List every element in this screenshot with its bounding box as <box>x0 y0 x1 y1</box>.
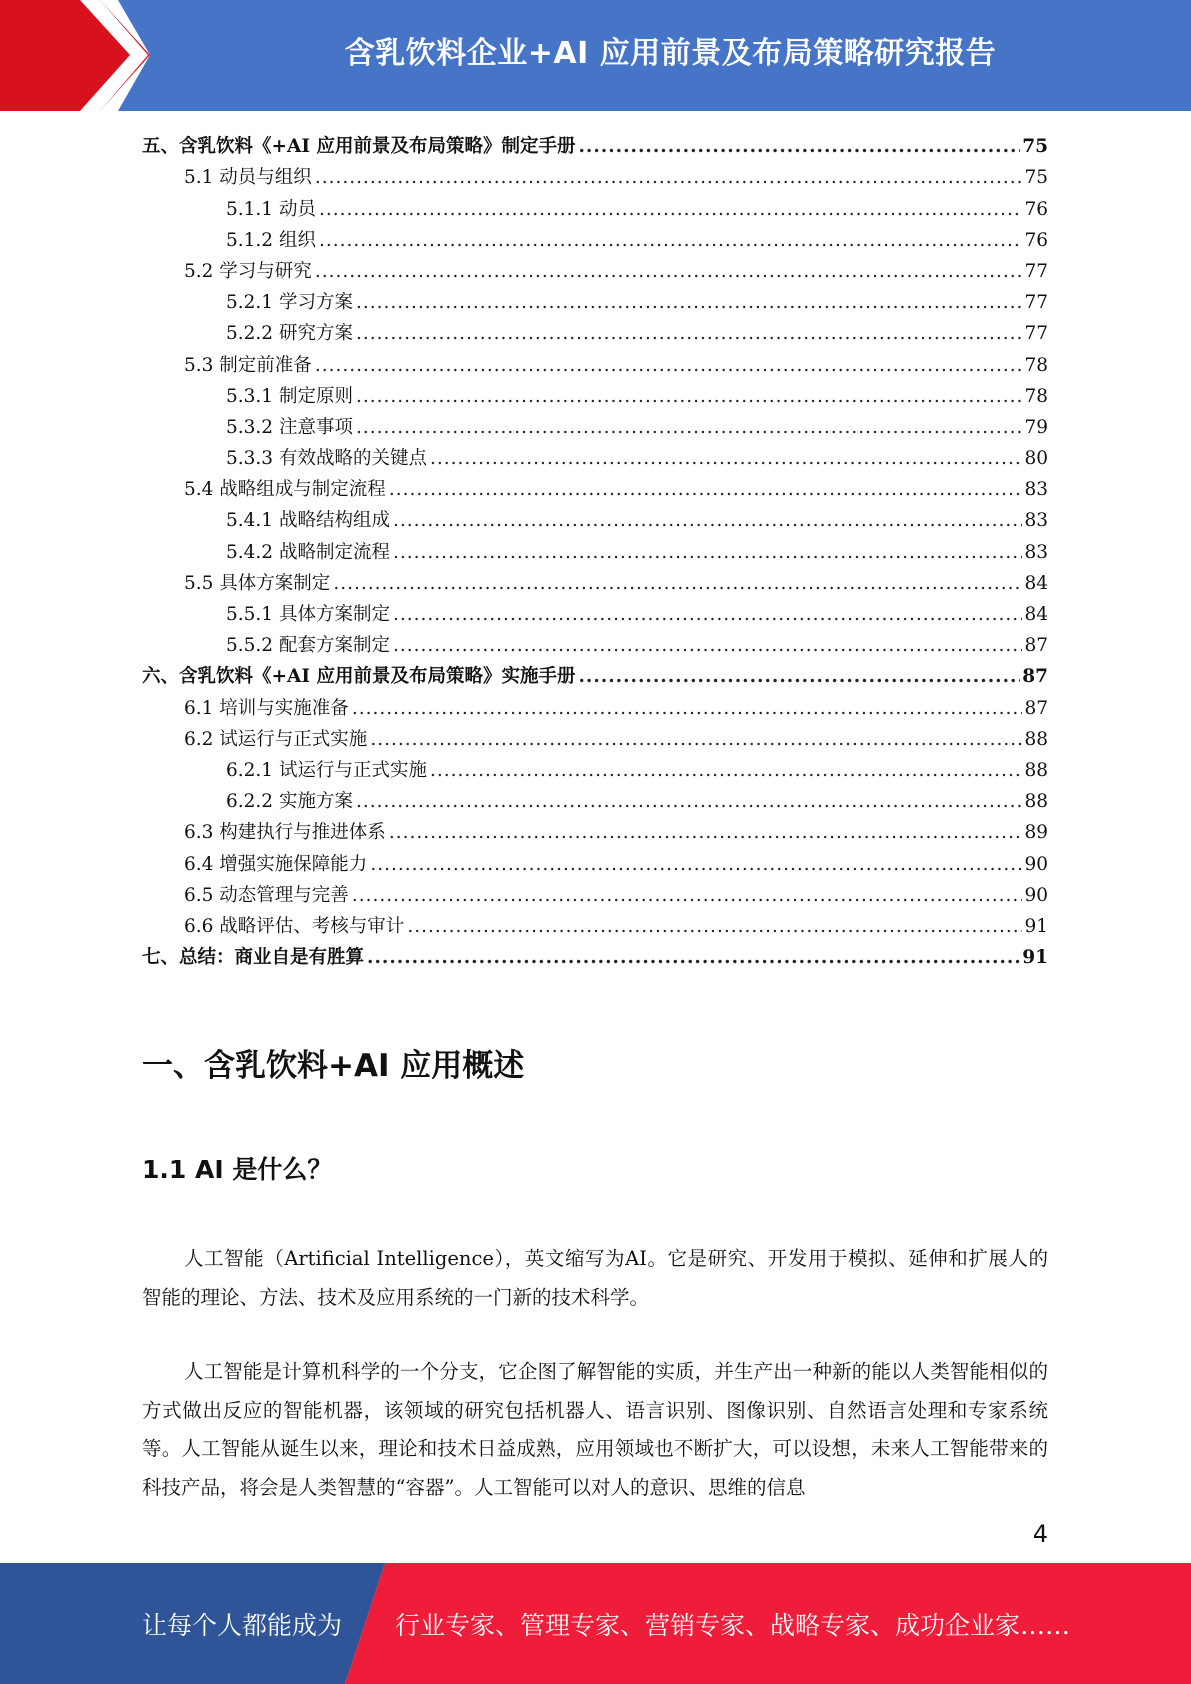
toc-dot-leader <box>407 915 1022 939</box>
footer-slogan-right: 行业专家、管理专家、营销专家、战略专家、成功企业家…… <box>395 1610 1071 1640</box>
toc-entry-page: 77 <box>1024 292 1048 314</box>
footer-banner <box>0 1563 1191 1684</box>
toc-entry-label: 5.1.2 组织 <box>226 229 319 253</box>
toc-entry[interactable] <box>142 845 1048 876</box>
toc-dot-leader <box>319 198 1023 222</box>
toc-entry[interactable] <box>142 627 1048 658</box>
toc-entry-label: 6.2.1 试运行与正式实施 <box>226 759 430 783</box>
toc-entry[interactable] <box>142 409 1048 440</box>
toc-entry-label: 5.2 学习与研究 <box>184 260 315 284</box>
body-paragraph: 人工智能（Artificial Intelligence），英文缩写为AI。它是研究、开发用于模拟、延伸和扩展人的智能的理论、方法、技术及应用系统的一门新的技术科学。 <box>142 1247 1048 1309</box>
toc-entry[interactable] <box>142 783 1048 814</box>
toc-entry[interactable] <box>142 378 1048 409</box>
toc-dot-leader <box>356 291 1023 315</box>
toc-entry-page: 84 <box>1024 572 1048 594</box>
toc-entry-page: 88 <box>1024 791 1048 813</box>
toc-dot-leader <box>370 728 1022 752</box>
toc-entry[interactable] <box>142 814 1048 845</box>
toc-entry-label: 五、含乳饮料《+AI 应用前景及布局策略》制定手册 <box>142 135 578 159</box>
toc-entry-label: 5.3.3 有效战略的关键点 <box>226 447 430 471</box>
toc-entry-label: 六、含乳饮料《+AI 应用前景及布局策略》实施手册 <box>142 665 578 689</box>
toc-entry[interactable] <box>142 658 1048 689</box>
toc-entry[interactable] <box>142 689 1048 720</box>
toc-dot-leader <box>393 509 1022 533</box>
toc-entry-page: 79 <box>1024 416 1048 438</box>
toc-dot-leader <box>315 260 1023 284</box>
toc-entry[interactable] <box>142 908 1048 939</box>
toc-dot-leader <box>315 354 1023 378</box>
toc-entry-label: 5.2.1 学习方案 <box>226 291 356 315</box>
toc-dot-leader <box>393 603 1022 627</box>
toc-entry-label: 七、总结：商业自是有胜算 <box>142 946 367 970</box>
body-paragraph: 人工智能是计算机科学的一个分支，它企图了解智能的实质，并生产出一种新的能以人类智能相似的方式做出反应的智能机器，该领域的研究包括机器人、语言识别、图像识别、自然语言处理和专家系统等。人工智能从诞生以来，理论和技术日益成熟，应用领域也不断扩大，可以设想，未来人工智能带来的科技产品，将会是人类智慧的“容器”。人工智能可以对人的意识、思维的信息 <box>142 1360 1048 1499</box>
toc-entry-page: 83 <box>1024 510 1048 532</box>
toc-dot-leader <box>356 416 1023 440</box>
toc-entry-page: 84 <box>1024 604 1048 625</box>
toc-dot-leader <box>352 697 1023 721</box>
toc-dot-leader <box>370 853 1022 877</box>
toc-dot-leader <box>389 821 1023 845</box>
toc-entry[interactable] <box>142 128 1048 159</box>
section-heading: 一、含乳饮料+AI 应用概述 <box>142 1048 525 1084</box>
toc-entry-label: 5.4.1 战略结构组成 <box>226 509 393 533</box>
toc-entry[interactable] <box>142 440 1048 471</box>
toc-entry-page: 90 <box>1024 853 1048 875</box>
toc-entry-label: 6.1 培训与实施准备 <box>184 697 352 721</box>
toc-dot-leader <box>393 541 1022 565</box>
toc-dot-leader <box>393 634 1022 658</box>
toc-entry-page: 77 <box>1024 260 1048 282</box>
toc-entry-page: 90 <box>1024 884 1048 906</box>
toc-entry-label: 5.5.1 具体方案制定 <box>226 603 393 627</box>
toc-entry-label: 5.1 动员与组织 <box>184 166 315 190</box>
section-subheading: 1.1 AI 是什么？ <box>142 1155 333 1184</box>
toc-entry[interactable] <box>142 346 1048 377</box>
page-number: 4 <box>1032 1520 1048 1548</box>
toc-entry-page: 75 <box>1022 136 1048 158</box>
toc-entry-label: 6.2.2 实施方案 <box>226 790 356 814</box>
toc-entry-label: 5.3.1 制定原则 <box>226 385 356 409</box>
toc-entry[interactable] <box>142 502 1048 533</box>
toc-entry-page: 80 <box>1024 448 1048 470</box>
toc-entry-page: 83 <box>1024 541 1048 563</box>
toc-entry[interactable] <box>142 721 1048 752</box>
header-banner <box>0 0 1191 111</box>
toc-entry[interactable] <box>142 159 1048 190</box>
toc-entry-label: 6.6 战略评估、考核与审计 <box>184 915 407 939</box>
toc-dot-leader <box>356 385 1023 409</box>
footer-slogan-left: 让每个人都能成为 <box>142 1610 343 1640</box>
toc-entry-page: 76 <box>1024 229 1048 251</box>
toc-entry-page: 78 <box>1024 354 1048 376</box>
toc-dot-leader <box>389 478 1023 502</box>
toc-entry-label: 5.5.2 配套方案制定 <box>226 634 393 658</box>
toc-dot-leader <box>319 229 1023 253</box>
toc-entry-page: 89 <box>1024 822 1048 844</box>
toc-entry-page: 88 <box>1024 728 1048 750</box>
toc-entry-label: 6.4 增强实施保障能力 <box>184 853 370 877</box>
toc-entry[interactable] <box>142 877 1048 908</box>
toc-dot-leader <box>356 322 1023 346</box>
toc-entry[interactable] <box>142 565 1048 596</box>
toc-entry-label: 5.4.2 战略制定流程 <box>226 541 393 565</box>
toc-entry[interactable] <box>142 253 1048 284</box>
toc-dot-leader <box>367 946 1020 970</box>
toc-dot-leader <box>356 790 1023 814</box>
toc-entry-page: 78 <box>1024 385 1048 407</box>
toc-dot-leader <box>352 884 1023 908</box>
toc-dot-leader <box>430 447 1022 471</box>
toc-entry-page: 83 <box>1024 479 1048 501</box>
toc-entry[interactable] <box>142 284 1048 315</box>
toc-entry[interactable] <box>142 939 1048 970</box>
toc-entry-page: 87 <box>1022 666 1048 688</box>
toc-entry-page: 75 <box>1024 167 1048 189</box>
toc-entry-page: 77 <box>1024 323 1048 345</box>
toc-dot-leader <box>430 759 1022 783</box>
toc-entry[interactable] <box>142 315 1048 346</box>
toc-entry[interactable] <box>142 752 1048 783</box>
toc-dot-leader <box>333 572 1022 596</box>
toc-entry-label: 5.1.1 动员 <box>226 198 319 222</box>
toc-entry-label: 6.3 构建执行与推进体系 <box>184 821 389 845</box>
toc-dot-leader <box>578 135 1020 159</box>
toc-dot-leader <box>315 166 1023 190</box>
toc-entry-label: 5.3.2 注意事项 <box>226 416 356 440</box>
toc-entry-label: 5.4 战略组成与制定流程 <box>184 478 389 502</box>
toc-entry[interactable] <box>142 533 1048 564</box>
toc-entry-label: 5.5 具体方案制定 <box>184 572 333 596</box>
toc-entry[interactable] <box>142 190 1048 221</box>
toc-entry[interactable] <box>142 222 1048 253</box>
toc-entry[interactable] <box>142 471 1048 502</box>
header-title: 含乳饮料企业+AI 应用前景及布局策略研究报告 <box>344 36 997 71</box>
toc-entry-label: 6.2 试运行与正式实施 <box>184 728 370 752</box>
toc-dot-leader <box>578 665 1020 689</box>
toc-entry-page: 87 <box>1024 635 1048 657</box>
toc-entry-page: 91 <box>1022 947 1048 969</box>
toc-entry-label: 5.2.2 研究方案 <box>226 322 356 346</box>
toc-entry-page: 87 <box>1024 697 1048 719</box>
toc-entry-page: 88 <box>1024 759 1048 781</box>
toc-entry-label: 6.5 动态管理与完善 <box>184 884 352 908</box>
toc-entry[interactable] <box>142 596 1048 627</box>
toc-entry-label: 5.3 制定前准备 <box>184 354 315 378</box>
toc-entry-page: 91 <box>1024 915 1048 937</box>
table-of-contents <box>142 128 1048 970</box>
toc-entry-page: 76 <box>1024 198 1048 220</box>
